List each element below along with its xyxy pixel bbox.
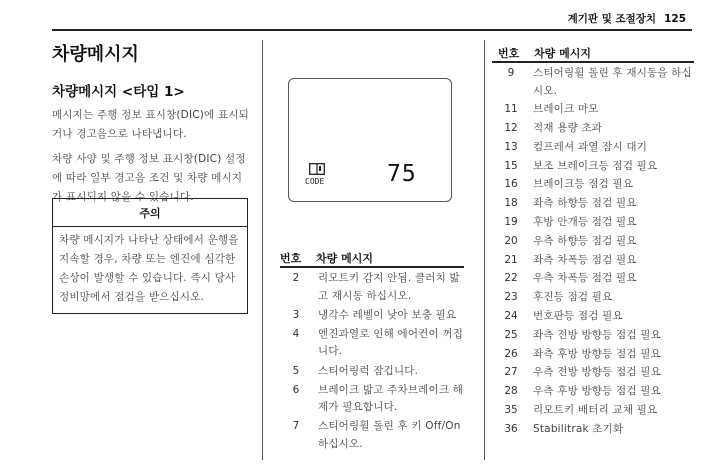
row-message: 우측 후방 방향등 점검 필요: [533, 385, 661, 398]
row-message: 적재 용량 초과: [533, 122, 603, 135]
row-message: 스티어링럭 잠깁니다.: [318, 364, 419, 377]
manual-book-icon: [309, 163, 325, 175]
table-row: [498, 214, 694, 232]
row-message: 우측 전방 방향등 점검 필요: [533, 366, 661, 379]
row-number: 7: [292, 420, 300, 433]
row-message: 좌측 후방 방향등 점검 필요: [533, 347, 661, 360]
row-number: 25: [504, 328, 518, 341]
row-message: 후방 안개등 점검 필요: [533, 216, 637, 229]
table-row: [498, 364, 694, 382]
table-row: [498, 308, 694, 326]
row-number: 23: [504, 291, 518, 304]
table-row: [280, 307, 464, 325]
row-message: 리모트키 배터리 교체 필요: [533, 404, 658, 417]
table-row: [498, 402, 694, 420]
row-number: 13: [504, 140, 518, 153]
row-number: 36: [504, 422, 518, 435]
page-title: 차량메시지: [52, 44, 139, 65]
row-message: 스티어링휠 돌린 후 재시동을 하십시오.: [533, 67, 692, 97]
row-number: 12: [504, 122, 518, 135]
row-number: 16: [504, 178, 518, 191]
column-divider-right: [484, 40, 485, 460]
section-subtitle: 차량메시지 <타입 1>: [52, 84, 185, 100]
table-row: [498, 270, 694, 288]
row-number: 2: [292, 272, 300, 284]
row-message: 우측 하향등 점검 필요: [533, 234, 637, 247]
row-message: 좌측 차폭등 점검 필요: [533, 253, 637, 266]
page-header: [560, 11, 686, 26]
row-message: 엔진과열로 인해 에어컨이 꺼집니다.: [318, 327, 464, 358]
page-number: 125: [664, 13, 686, 25]
header-rule: [52, 29, 692, 31]
table-row: [280, 270, 464, 305]
intro-paragraph-2: 차량 사양 및 주행 정보 표시창(DIC) 설정에 따라 일부 경고음 조건 및 차량 메시지가 표시되지 않을 수 있습니다.: [52, 153, 246, 203]
right-table-header: [498, 45, 694, 59]
row-number: 22: [504, 272, 518, 285]
row-number: 6: [292, 383, 300, 396]
row-number: 20: [504, 234, 518, 247]
row-number: 3: [292, 308, 300, 321]
row-number: 18: [504, 197, 518, 210]
row-message: 리모트키 감지 안됨. 클러치 밟고 재시동 하십시오.: [318, 272, 460, 302]
table-row: [498, 139, 694, 157]
table-row: [498, 101, 694, 119]
row-message: 브레이크 마모: [533, 103, 599, 116]
row-message: 번호판등 점검 필요: [533, 310, 623, 323]
row-message: 브레이크등 점검 필요: [533, 178, 634, 191]
row-message: 후진등 점검 필요: [533, 291, 613, 304]
table-row: [498, 120, 694, 138]
caution-body: 차량 메시지가 나타난 상태에서 운행을 지속할 경우, 차량 또는 엔진에 심각한 손상이 발생할 수 있습니다. 즉시 당사 정비망에서 점검을 받으십시오.: [59, 234, 239, 303]
row-message: 우측 차폭등 점검 필요: [533, 272, 637, 285]
row-message: 보조 브레이크등 점검 필요: [533, 159, 658, 172]
row-number: 27: [504, 366, 518, 379]
caution-title: 주의: [53, 199, 247, 227]
column-divider-left: [262, 40, 263, 460]
table-row: [498, 65, 694, 100]
row-message: 스티어링휠 돌린 후 키 Off/On 하십시오.: [318, 420, 461, 450]
row-number: 4: [292, 327, 300, 340]
table-row: [498, 233, 694, 251]
row-message: 좌측 하향등 점검 필요: [533, 197, 637, 210]
middle-table-rule: [280, 266, 464, 268]
table-row: [498, 289, 694, 307]
middle-message-table: [280, 270, 464, 455]
row-number: 35: [504, 404, 518, 417]
row-message: 냉각수 레벨이 낮아 보충 필요: [318, 308, 457, 321]
table-row: [498, 158, 694, 176]
row-message: 브레이크 밟고 주차브레이크 해제가 필요합니다.: [318, 383, 464, 414]
left-column: [52, 40, 252, 213]
header-message: 차량 메시지: [316, 252, 373, 265]
table-row: [280, 418, 464, 453]
row-message: 좌측 전방 방향등 점검 필요: [533, 328, 661, 341]
intro-paragraph-1: 메시지는 주행 정보 표시창(DIC)에 표시되거나 경고음으로 나타냅니다.: [52, 109, 250, 140]
row-number: 24: [504, 310, 518, 323]
header-num: 번호: [498, 47, 520, 60]
table-row: [280, 363, 464, 381]
table-row: [498, 383, 694, 401]
table-row: [280, 326, 464, 361]
row-message: Stabilitrak 초기화: [533, 422, 624, 435]
row-number: 28: [504, 385, 518, 398]
middle-table-header: [280, 250, 464, 264]
row-number: 9: [507, 67, 515, 79]
table-row: [498, 252, 694, 270]
table-row: [280, 382, 464, 417]
table-row: [498, 327, 694, 345]
code-label: CODE: [305, 177, 325, 186]
right-message-table: [498, 65, 694, 440]
row-number: 26: [504, 347, 518, 360]
dic-display-illustration: [288, 78, 452, 202]
caution-box: [52, 198, 248, 314]
table-row: [498, 421, 694, 439]
row-number: 11: [504, 103, 518, 116]
row-message: 컴프레셔 과열 잠시 대기: [533, 140, 648, 153]
right-table-rule: [492, 61, 694, 63]
row-number: 19: [504, 216, 518, 229]
row-number: 5: [292, 364, 300, 377]
row-number: 15: [504, 159, 518, 172]
section-title: 계기판 및 조절장치: [567, 13, 657, 25]
header-num: 번호: [280, 252, 302, 265]
header-message: 차량 메시지: [534, 47, 591, 60]
table-row: [498, 195, 694, 213]
display-code-value: 75: [387, 161, 417, 187]
table-row: [498, 176, 694, 194]
table-row: [498, 346, 694, 364]
row-number: 21: [504, 253, 518, 266]
